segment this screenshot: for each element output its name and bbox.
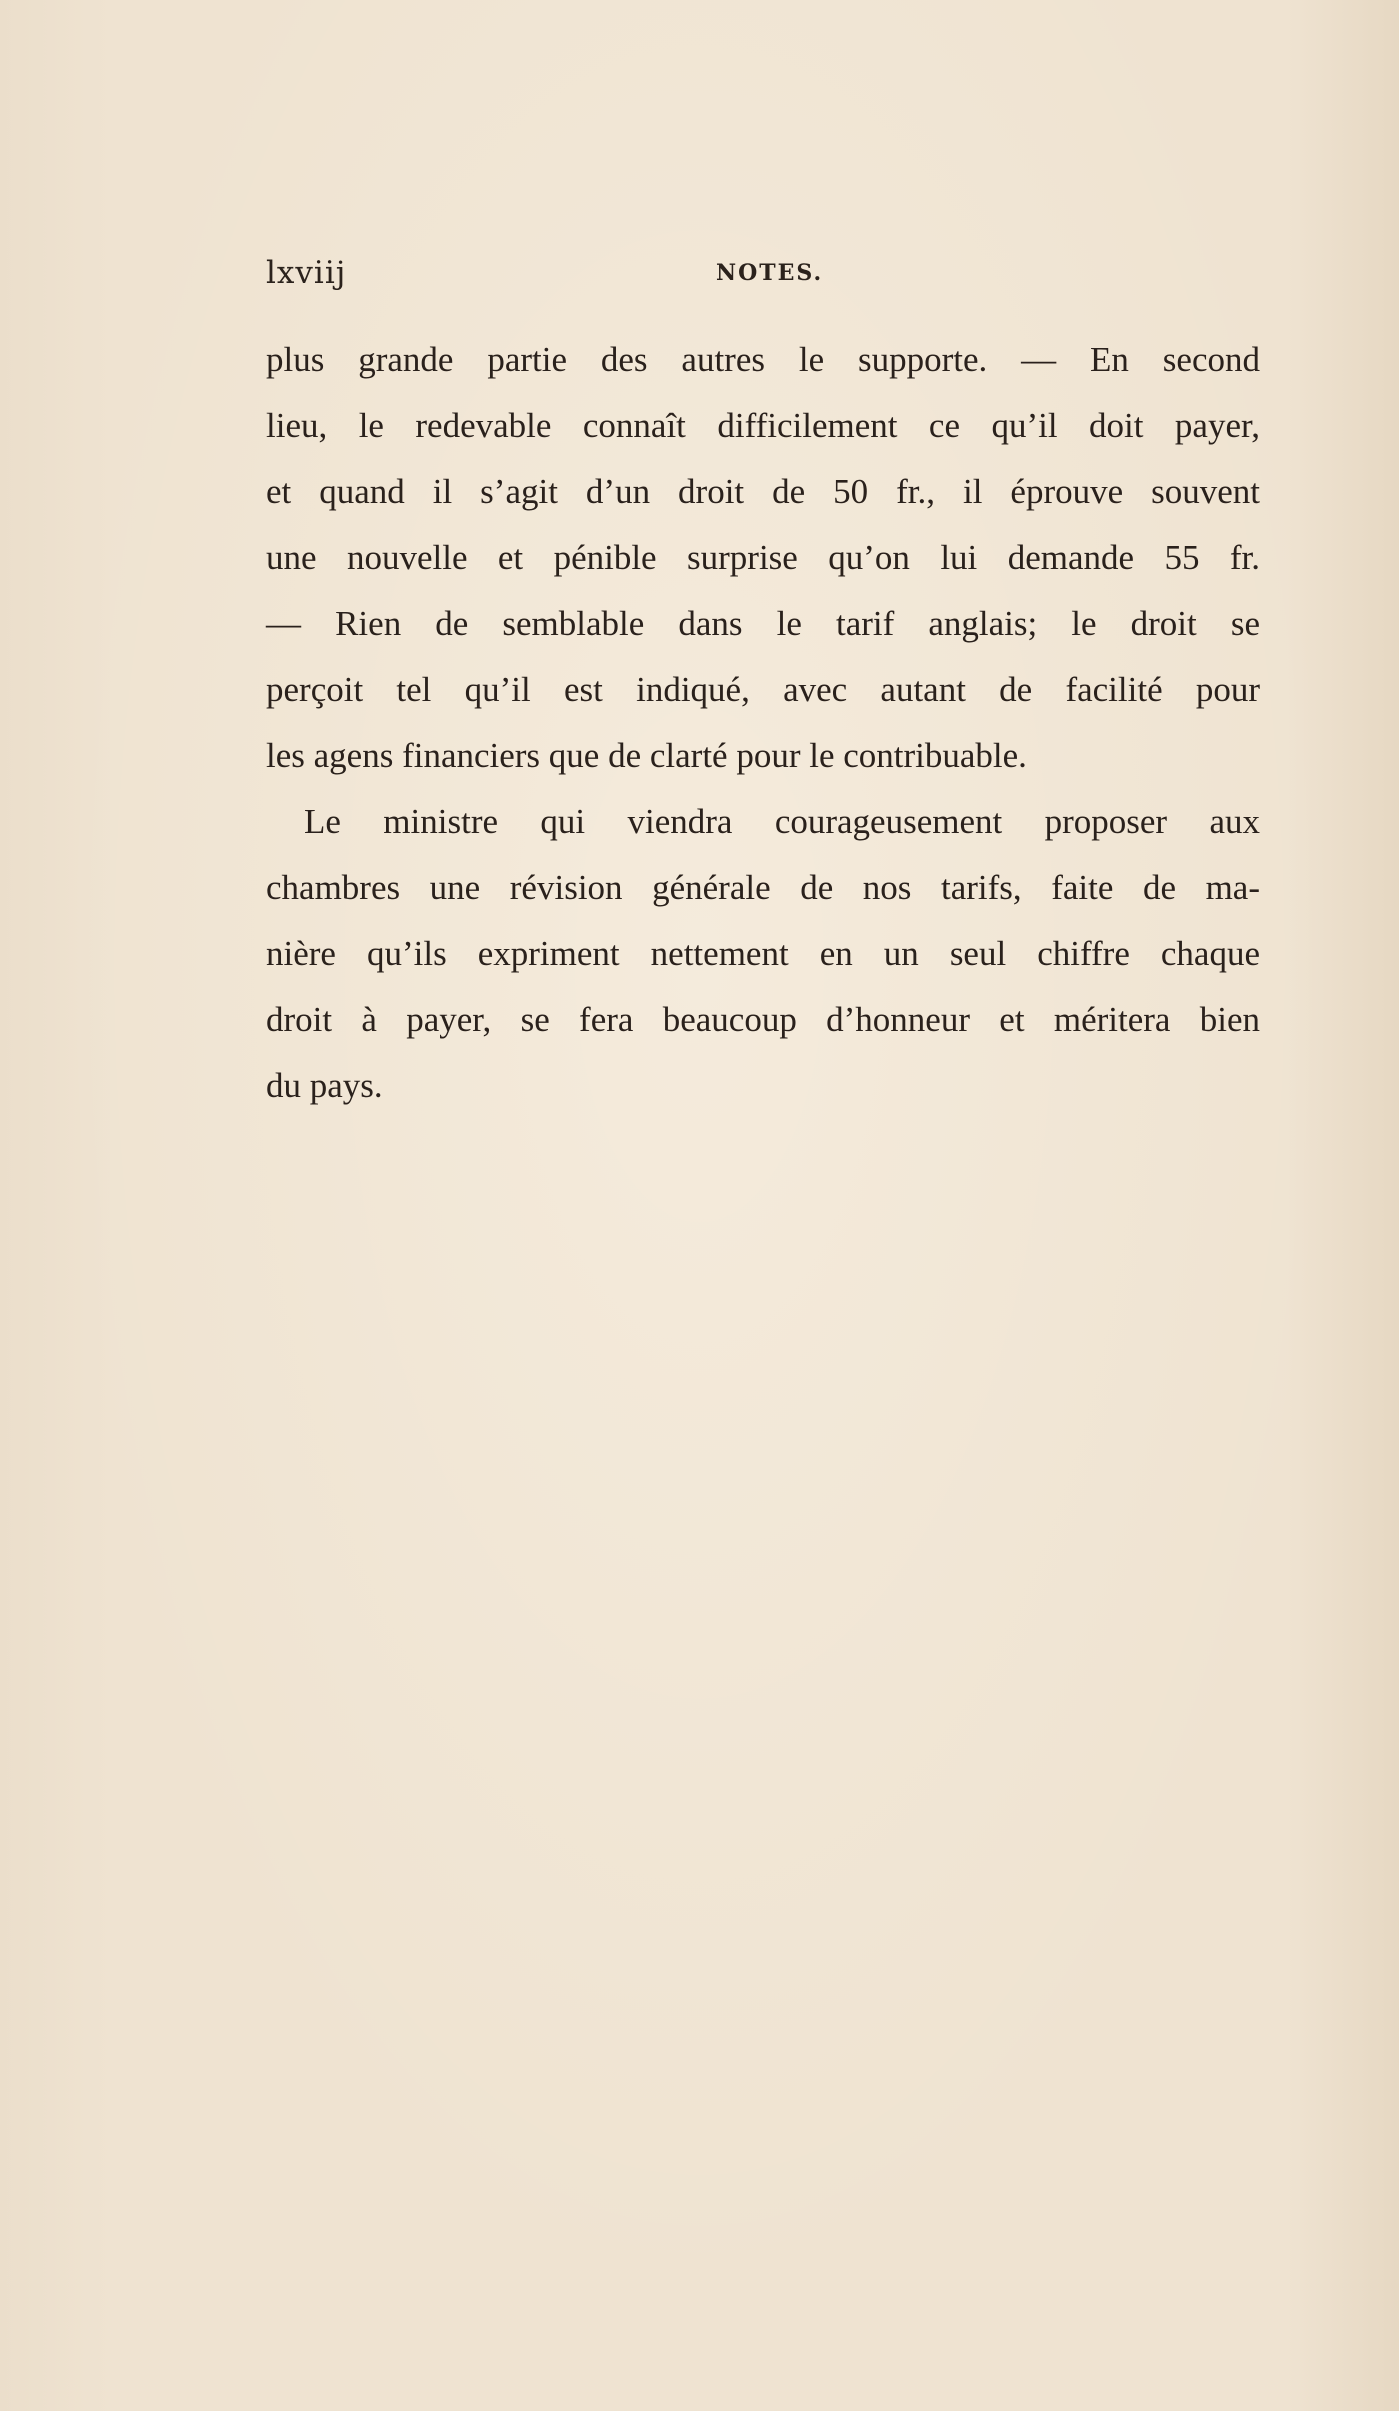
- text-line: droit à payer, se fera beaucoup d’honneur et méritera bien: [266, 1000, 1260, 1039]
- paragraph-1: [266, 335, 1260, 797]
- text-line: — Rien de semblable dans le tarif anglais; le droit se: [266, 604, 1260, 643]
- text-line: plus grande partie des autres le supporte. — En second: [266, 340, 1260, 379]
- text-line: chambres une révision générale de nos tarifs, faite de ma-: [266, 868, 1260, 907]
- text-line: Le ministre qui viendra courageusement proposer aux: [304, 802, 1260, 841]
- text-line: lieu, le redevable connaît difficilement ce qu’il doit payer,: [266, 406, 1260, 445]
- page-number: lxviij: [266, 255, 347, 291]
- text-line: perçoit tel qu’il est indiqué, avec autant de facilité pour: [266, 670, 1260, 709]
- text-line: et quand il s’agit d’un droit de 50 fr., il éprouve souvent: [266, 472, 1260, 511]
- text-line: les agens financiers que de clarté pour le contribuable.: [266, 736, 1027, 775]
- text-line: du pays.: [266, 1066, 383, 1105]
- body-text: [266, 335, 1260, 1127]
- paragraph-2: [266, 797, 1260, 1127]
- running-title: NOTES.: [716, 260, 824, 286]
- text-line: nière qu’ils expriment nettement en un seul chiffre chaque: [266, 934, 1260, 973]
- running-head: [266, 255, 1260, 295]
- text-line: une nouvelle et pénible surprise qu’on lui demande 55 fr.: [266, 538, 1260, 577]
